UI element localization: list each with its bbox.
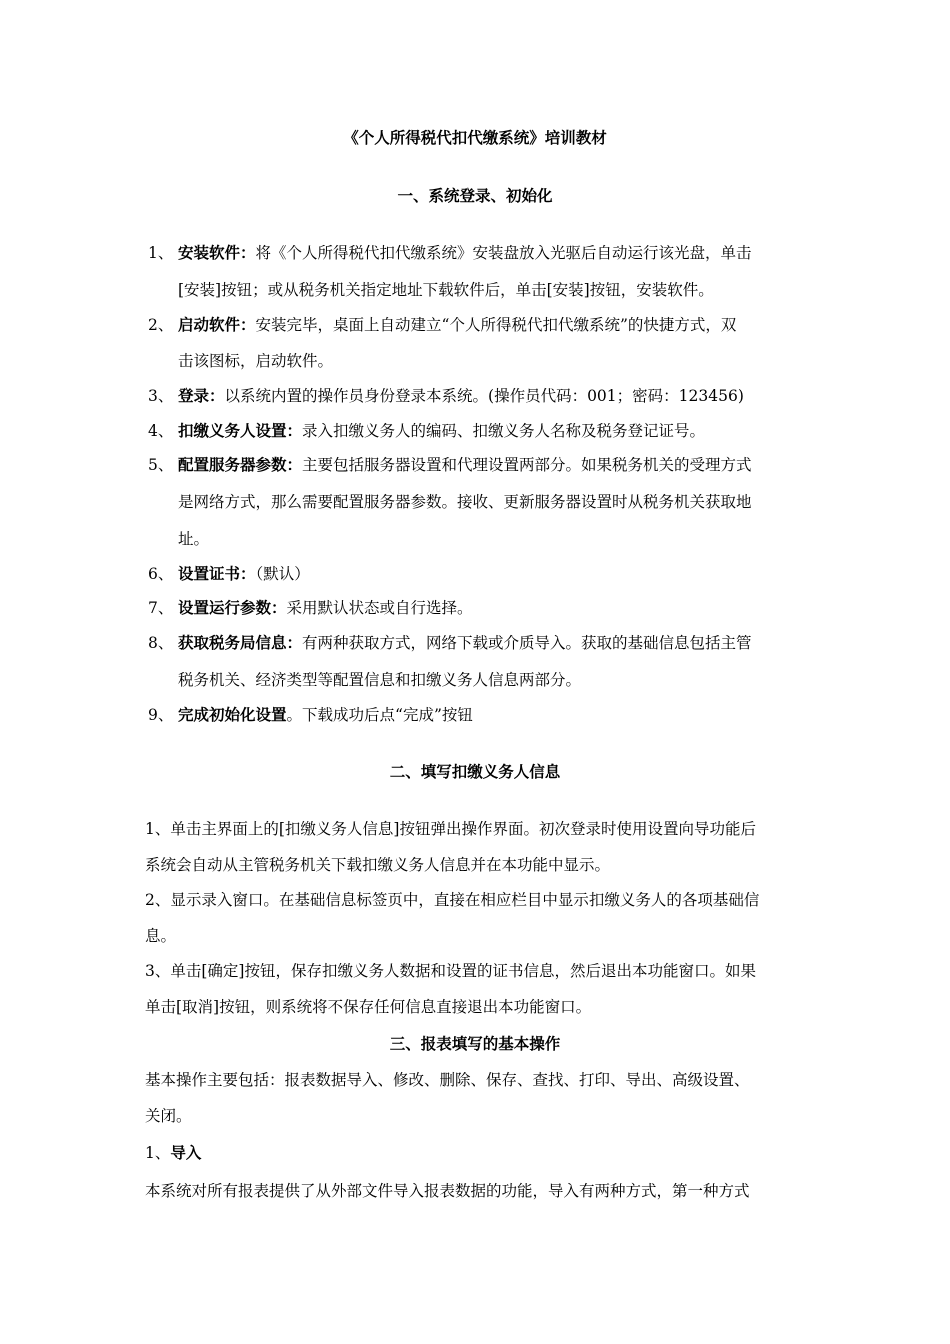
item-label: 扣缴义务人设置： — [178, 421, 303, 440]
item-continuation: 址。 — [178, 530, 210, 548]
item-label: 设置运行参数： — [178, 598, 287, 617]
item-number: 1、 — [148, 244, 174, 262]
paragraph-line: 单击[取消]按钮，则系统将不保存任何信息直接退出本功能窗口。 — [145, 998, 592, 1016]
item-number: 6、 — [148, 565, 174, 583]
item-number: 3、 — [148, 387, 174, 405]
subheading-label: 导入 — [170, 1143, 202, 1162]
item-number: 9、 — [148, 706, 174, 724]
paragraph-line: 息。 — [145, 927, 177, 945]
list-item-4 — [148, 421, 705, 441]
list-item-2 — [148, 315, 736, 335]
section-3-heading: 三、报表填写的基本操作 — [389, 1034, 561, 1053]
item-number: 2、 — [148, 316, 174, 334]
item-text: 将《个人所得税代扣代缴系统》安装盘放入光驱后自动运行该光盘，单击 — [255, 244, 752, 262]
item-text: 有两种获取方式，网络下载或介质导入。获取的基础信息包括主管 — [302, 634, 752, 652]
paragraph-line: 系统会自动从主管税务机关下载扣缴义务人信息并在本功能中显示。 — [145, 856, 611, 874]
item-label: 配置服务器参数： — [178, 455, 303, 474]
item-number: 5、 — [148, 456, 174, 474]
list-item-7 — [148, 598, 473, 618]
item-label: 完成初始化设置 — [178, 705, 287, 724]
item-continuation: 税务机关、经济类型等配置信息和扣缴义务人信息两部分。 — [178, 671, 582, 689]
subheading-number: 1、 — [145, 1144, 171, 1162]
item-text: （默认） — [255, 565, 310, 583]
list-item-1 — [148, 243, 752, 263]
paragraph-line: 本系统对所有报表提供了从外部文件导入报表数据的功能，导入有两种方式，第一种方式 — [145, 1182, 750, 1200]
paragraph-line: 2、显示录入窗口。在基础信息标签页中，直接在相应栏目中显示扣缴义务人的各项基础信 — [145, 891, 760, 909]
list-item-5 — [148, 455, 752, 475]
list-item-3 — [148, 386, 744, 406]
item-continuation: 击该图标，启动软件。 — [178, 352, 334, 370]
item-number: 7、 — [148, 599, 174, 617]
subheading-import — [145, 1143, 201, 1163]
item-continuation: [安装]按钮；或从税务机关指定地址下载软件后，单击[安装]按钮，安装软件。 — [178, 281, 714, 299]
item-label: 启动软件： — [178, 315, 256, 334]
item-text: 录入扣缴义务人的编码、扣缴义务人名称及税务登记证号。 — [302, 422, 706, 440]
section-2-heading: 二、填写扣缴义务人信息 — [389, 762, 561, 781]
list-item-8 — [148, 633, 752, 653]
paragraph-line: 基本操作主要包括：报表数据导入、修改、删除、保存、查找、打印、导出、高级设置、 — [145, 1071, 750, 1089]
item-text: 以系统内置的操作员身份登录本系统。(操作员代码：001；密码：123456) — [224, 387, 744, 405]
item-text: 主要包括服务器设置和代理设置两部分。如果税务机关的受理方式 — [302, 456, 752, 474]
list-item-6 — [148, 564, 310, 584]
item-number: 8、 — [148, 634, 174, 652]
item-text: 。下载成功后点“完成”按钮 — [286, 706, 473, 724]
item-continuation: 是网络方式，那么需要配置服务器参数。接收、更新服务器设置时从税务机关获取地 — [178, 493, 752, 511]
document-title: 《个人所得税代扣代缴系统》培训教材 — [343, 128, 607, 147]
item-label: 安装软件： — [178, 243, 256, 262]
item-text: 安装完毕，桌面上自动建立“个人所得税代扣代缴系统”的快捷方式，双 — [255, 316, 737, 334]
item-text: 采用默认状态或自行选择。 — [286, 599, 473, 617]
list-item-9 — [148, 705, 473, 725]
item-label: 登录： — [178, 386, 225, 405]
paragraph-line: 1、单击主界面上的[扣缴义务人信息]按钮弹出操作界面。初次登录时使用设置向导功能后 — [145, 820, 756, 838]
item-label: 获取税务局信息： — [178, 633, 303, 652]
paragraph-line: 3、单击[确定]按钮，保存扣缴义务人数据和设置的证书信息，然后退出本功能窗口。如果 — [145, 962, 756, 980]
section-1-heading: 一、系统登录、初始化 — [397, 186, 553, 205]
item-label: 设置证书： — [178, 564, 256, 583]
paragraph-line: 关闭。 — [145, 1107, 192, 1125]
item-number: 4、 — [148, 422, 174, 440]
